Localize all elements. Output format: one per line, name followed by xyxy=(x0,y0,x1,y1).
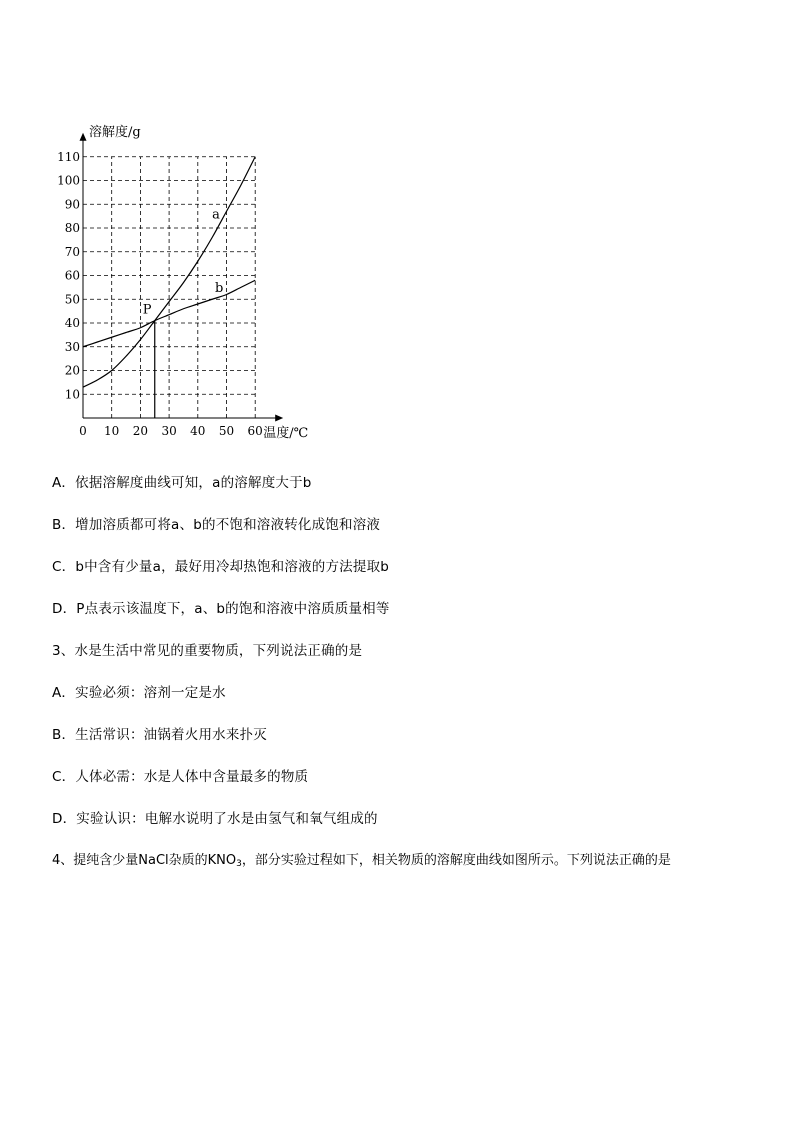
y-tick-label: 80 xyxy=(64,221,80,235)
chart-axes xyxy=(80,133,284,422)
chart-ticks xyxy=(57,150,263,438)
question-3-option-a: A．实验必须：溶剂一定是水 xyxy=(52,685,226,701)
y-axis-label: 溶解度/g xyxy=(89,124,141,140)
y-tick-label: 110 xyxy=(57,149,80,164)
question-4-subscript: 3 xyxy=(236,859,242,869)
y-tick-label: 50 xyxy=(64,292,80,307)
option-a: A．依据溶解度曲线可知，a的溶解度大于b xyxy=(52,475,312,491)
y-tick-label: 30 xyxy=(64,339,80,354)
x-tick-label: 20 xyxy=(132,424,149,438)
option-d: D．P点表示该温度下，a、b的饱和溶液中溶质质量相等 xyxy=(52,601,390,617)
y-tick-label: 40 xyxy=(64,316,80,330)
y-axis-arrow xyxy=(80,133,87,141)
question-3-option-c: C．人体必需：水是人体中含量最多的物质 xyxy=(52,769,309,785)
point-p-label: P xyxy=(142,302,152,318)
option-b: B．增加溶质都可将a、b的不饱和溶液转化成饱和溶液 xyxy=(52,517,381,533)
y-tick-label: 90 xyxy=(64,197,80,212)
y-tick-label: 10 xyxy=(64,387,80,402)
question-4 xyxy=(52,849,671,869)
question-4-text-start: 4、提纯含少量NaCl杂质的KNO xyxy=(52,853,237,868)
x-tick-label: 10 xyxy=(104,424,120,438)
option-c: C．b中含有少量a，最好用冷却热饱和溶液的方法提取b xyxy=(52,559,390,575)
y-tick-label: 70 xyxy=(64,244,80,259)
chart-grid xyxy=(83,157,255,418)
x-tick-label: 30 xyxy=(161,424,177,438)
question-3-option-d: D．实验认识：电解水说明了水是由氢气和氧气组成的 xyxy=(52,811,378,827)
x-axis-label: 温度/℃ xyxy=(263,426,309,441)
x-tick-label: 40 xyxy=(190,424,206,438)
y-tick-label: 20 xyxy=(64,363,80,378)
chart-labels xyxy=(89,124,308,441)
chart-series xyxy=(83,157,255,418)
x-axis-arrow xyxy=(275,415,283,422)
series-label-b: b xyxy=(215,281,224,297)
x-tick-label: 0 xyxy=(79,424,87,438)
solubility-chart xyxy=(50,95,320,445)
y-tick-label: 60 xyxy=(64,268,80,283)
x-tick-label: 50 xyxy=(218,424,235,438)
x-tick-label: 60 xyxy=(247,424,263,438)
y-tick-label: 100 xyxy=(57,173,80,188)
question-3: 3、水是生活中常见的重要物质，下列说法正确的是 xyxy=(52,643,363,659)
question-3-option-b: B．生活常识：油锅着火用水来扑灭 xyxy=(52,727,267,743)
series-label-a: a xyxy=(212,207,220,223)
question-4-text-end: ，部分实验过程如下，相关物质的溶解度曲线如图所示。下列说法正确的是 xyxy=(241,853,671,868)
